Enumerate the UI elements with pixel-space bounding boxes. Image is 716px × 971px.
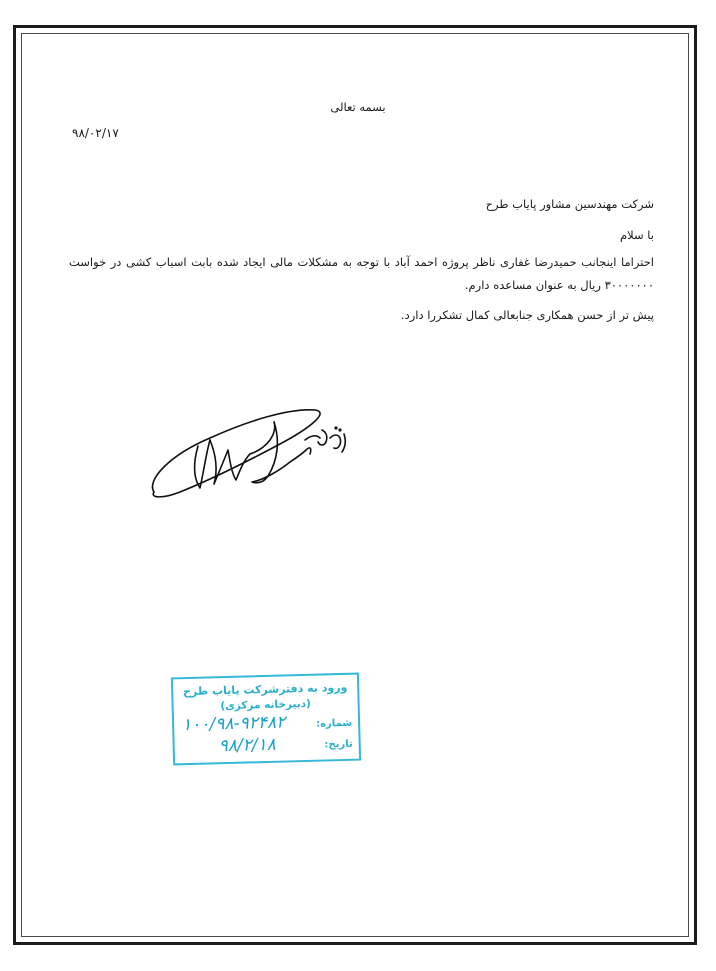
- page-border-inner: [21, 33, 689, 937]
- stamp-date-value: ۹۸/۲/۱۸: [218, 734, 277, 757]
- stamp-title: ورود به دفترشرکت پایاب طرح: [182, 680, 348, 699]
- closing-line: پیش تر از حسن همکاری جنابعالی کمال تشکررا دارد.: [400, 308, 654, 322]
- letter-date: ۹۸/۰۲/۱۷: [72, 126, 119, 140]
- handwritten-signature: [140, 400, 350, 510]
- registration-stamp: [171, 673, 361, 766]
- body-paragraph-line-1: احتراما اینجانب حمیدرضا غفاری ناظر پروژه احمد آباد با توجه به مشکلات مالی ایجاد شده بابت اسباب کشی در خواست: [69, 255, 654, 269]
- stamp-date-label: تاریخ:: [324, 738, 353, 751]
- stamp-number-label: شماره:: [316, 717, 353, 730]
- body-paragraph-line-2: ۳۰۰۰۰۰۰۰ ریال به عنوان مساعده دارم.: [464, 278, 654, 292]
- invocation-heading: بسمه تعالی: [330, 100, 386, 114]
- stamp-number-value: ۱۰۰/۹۸-۹۲۴۸۲: [181, 712, 286, 736]
- recipient-line: شرکت مهندسین مشاور پایاب طرح: [485, 197, 654, 211]
- stamp-subtitle: (دبیرخانه مرکزی): [220, 697, 312, 713]
- greeting-line: با سلام: [620, 228, 654, 242]
